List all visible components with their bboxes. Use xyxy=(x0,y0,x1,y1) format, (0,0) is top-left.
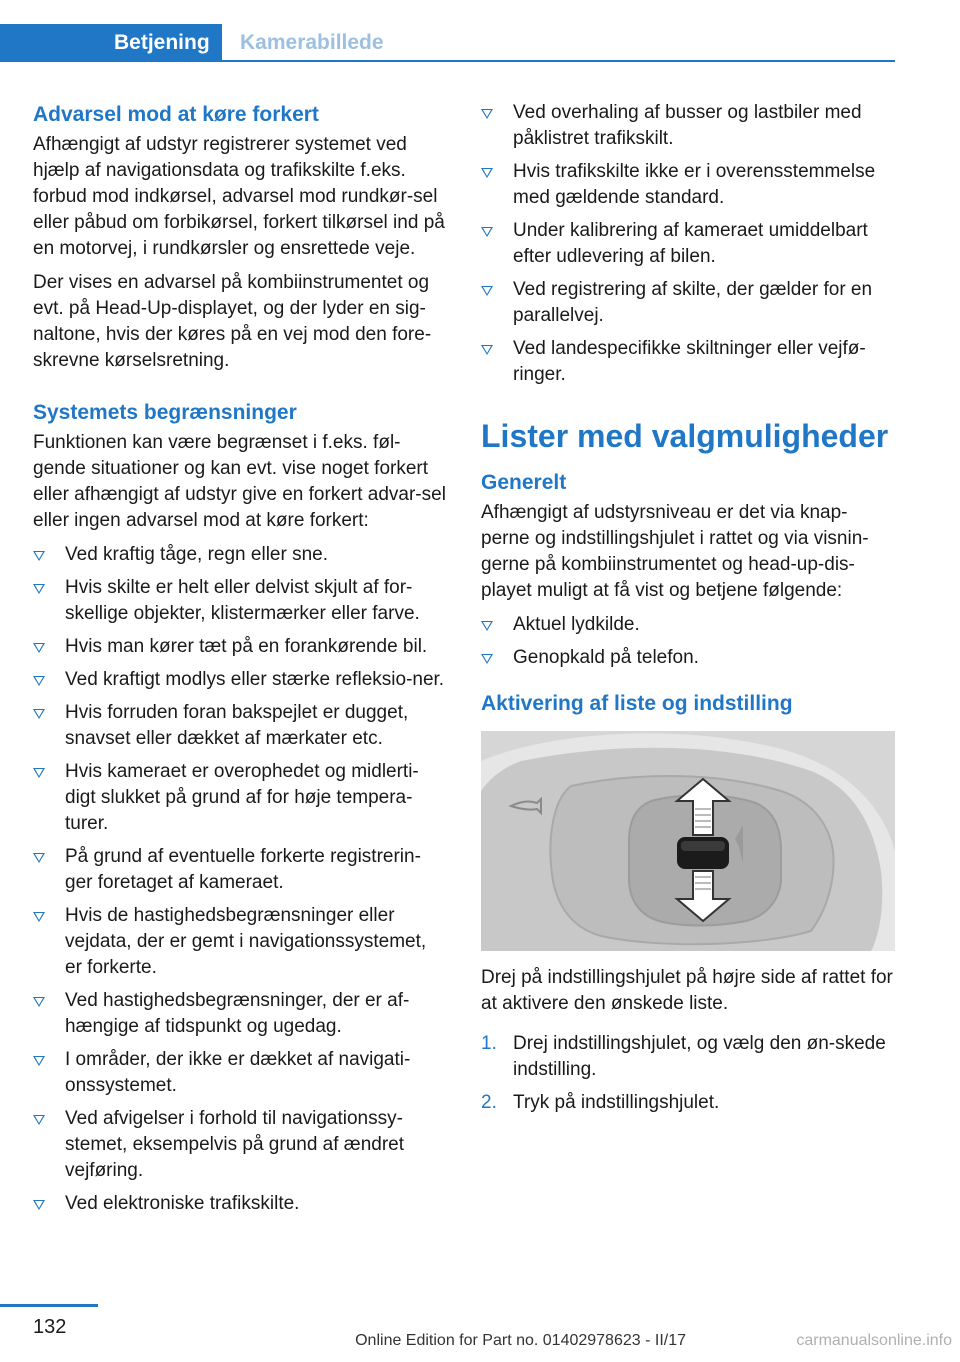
paragraph-wrong-way-1: Afhængigt af udstyr registrerer systemet ved hjælp af navigationsdata og trafikskilte f.eks. forbud mod indkørsel, advarsel mod rundkør-sel eller påbud om forbikørsel, forkert tilkørsel ind på en motorvej, i rundkørsler og ensrettede veje. xyxy=(33,134,445,259)
triangle-bullet-icon xyxy=(33,643,45,653)
list-item: Hvis kameraet er overophedet og midlerti-digt slukket på grund af for høje tempera-turer. xyxy=(33,759,448,837)
list-item: Hvis forruden foran bakspejlet er dugget, snavset eller dækket af mærkater etc. xyxy=(33,700,448,752)
list-item: Genopkald på telefon. xyxy=(481,645,896,671)
triangle-bullet-icon xyxy=(481,345,493,355)
page-header xyxy=(0,0,895,62)
tab-betjening[interactable]: Betjening xyxy=(0,24,222,62)
list-item: I områder, der ikke er dækket af navigati-onssystemet. xyxy=(33,1047,448,1099)
heading-general: Generelt xyxy=(481,471,567,494)
triangle-bullet-icon xyxy=(33,1056,45,1066)
list-item: Hvis trafikskilte ikke er i overensstemmelse med gældende standard. xyxy=(481,159,896,211)
paragraph-system-limits: Funktionen kan være begrænset i f.eks. føl-gende situationer og kan evt. vise noget forkert eller afhængigt af udstyr give en forkert advar-sel eller ingen advarsel mod at køre forkert: xyxy=(33,432,446,531)
list-item: Ved kraftig tåge, regn eller sne. xyxy=(33,542,448,568)
heading-system-limits: Systemets begrænsninger xyxy=(33,401,297,424)
heading-option-lists: Lister med valgmuligheder xyxy=(481,418,889,454)
list-item: Aktuel lydkilde. xyxy=(481,612,896,638)
list-item: Hvis man kører tæt på en forankørende bil. xyxy=(33,634,448,660)
triangle-bullet-icon xyxy=(481,654,493,664)
triangle-bullet-icon xyxy=(33,1200,45,1210)
steering-wheel-thumbwheel-figure xyxy=(481,731,895,951)
triangle-bullet-icon xyxy=(481,109,493,119)
triangle-bullet-icon xyxy=(33,997,45,1007)
triangle-bullet-icon xyxy=(481,286,493,296)
list-item: Ved kraftigt modlys eller stærke refleksio-ner. xyxy=(33,667,448,693)
triangle-bullet-icon xyxy=(33,709,45,719)
list-item: Ved overhaling af busser og lastbiler med påklistret trafikskilt. xyxy=(481,100,896,152)
heading-activation: Aktivering af liste og indstilling xyxy=(481,692,793,715)
triangle-bullet-icon xyxy=(33,912,45,922)
list-item: Ved landespecifikke skiltninger eller vejfø-ringer. xyxy=(481,336,896,388)
left-column xyxy=(33,100,448,1225)
list-item: Ved hastighedsbegrænsninger, der er af-hængige af tidspunkt og ugedag. xyxy=(33,988,448,1040)
activation-steps xyxy=(481,1031,896,1116)
triangle-bullet-icon xyxy=(481,227,493,237)
list-item: Ved afvigelser i forhold til navigationssy-stemet, eksempelvis på grund af ændret vejføring. xyxy=(33,1106,448,1184)
limits-list-continued xyxy=(481,100,896,388)
list-item: 1. Drej indstillingshjulet, og vælg den øn-skede indstilling. xyxy=(481,1033,886,1080)
list-item: Hvis skilte er helt eller delvist skjult af for-skellige objekter, klistermærker eller farve. xyxy=(33,575,448,627)
triangle-bullet-icon xyxy=(33,584,45,594)
triangle-bullet-icon xyxy=(481,168,493,178)
list-item: Ved registrering af skilte, der gælder for en parallelvej. xyxy=(481,277,896,329)
paragraph-activation: Drej på indstillingshjulet på højre side af rattet for at aktivere den ønskede liste. xyxy=(481,967,893,1014)
list-item: Under kalibrering af kameraet umiddelbart efter udlevering af bilen. xyxy=(481,218,896,270)
general-list xyxy=(481,612,896,671)
step-number: 2. xyxy=(481,1092,497,1113)
triangle-bullet-icon xyxy=(33,676,45,686)
paragraph-wrong-way-2: Der vises en advarsel på kombiinstrumentet og evt. på Head-Up-displayet, og der lyder en sig-naltone, hvis der køres på en vej mod den fore-skrevne kørselsretning. xyxy=(33,272,432,371)
watermark: carmanualsonline.info xyxy=(796,1332,952,1349)
right-column xyxy=(481,100,896,1123)
header-divider xyxy=(222,60,895,62)
step-number: 1. xyxy=(481,1033,497,1054)
list-item: Hvis de hastighedsbegrænsninger eller vejdata, der er gemt i navigationssystemet, er forkerte. xyxy=(33,903,448,981)
list-item: Ved elektroniske trafikskilte. xyxy=(33,1191,448,1217)
triangle-bullet-icon xyxy=(33,853,45,863)
limits-list xyxy=(33,542,448,1217)
edition-text: Online Edition for Part no. 01402978623 - II/17 xyxy=(355,1332,686,1349)
triangle-bullet-icon xyxy=(33,1115,45,1125)
tab-kamerabillede[interactable]: Kamerabillede xyxy=(240,31,384,54)
footer-divider xyxy=(0,1304,98,1307)
triangle-bullet-icon xyxy=(33,551,45,561)
paragraph-general: Afhængigt af udstyrsniveau er det via knap-perne og indstillingshjulet i rattet og via visnin-gerne på kombiinstrumentet og head-up-dis-playet muligt at få vist og betjene følgende: xyxy=(481,502,869,601)
list-item: På grund af eventuelle forkerte registrerin-ger foretaget af kameraet. xyxy=(33,844,448,896)
triangle-bullet-icon xyxy=(481,621,493,631)
list-item: 2. Tryk på indstillingshjulet. xyxy=(481,1090,896,1116)
triangle-bullet-icon xyxy=(33,768,45,778)
page-number: 132 xyxy=(33,1316,67,1338)
heading-wrong-way-warning: Advarsel mod at køre forkert xyxy=(33,103,319,126)
